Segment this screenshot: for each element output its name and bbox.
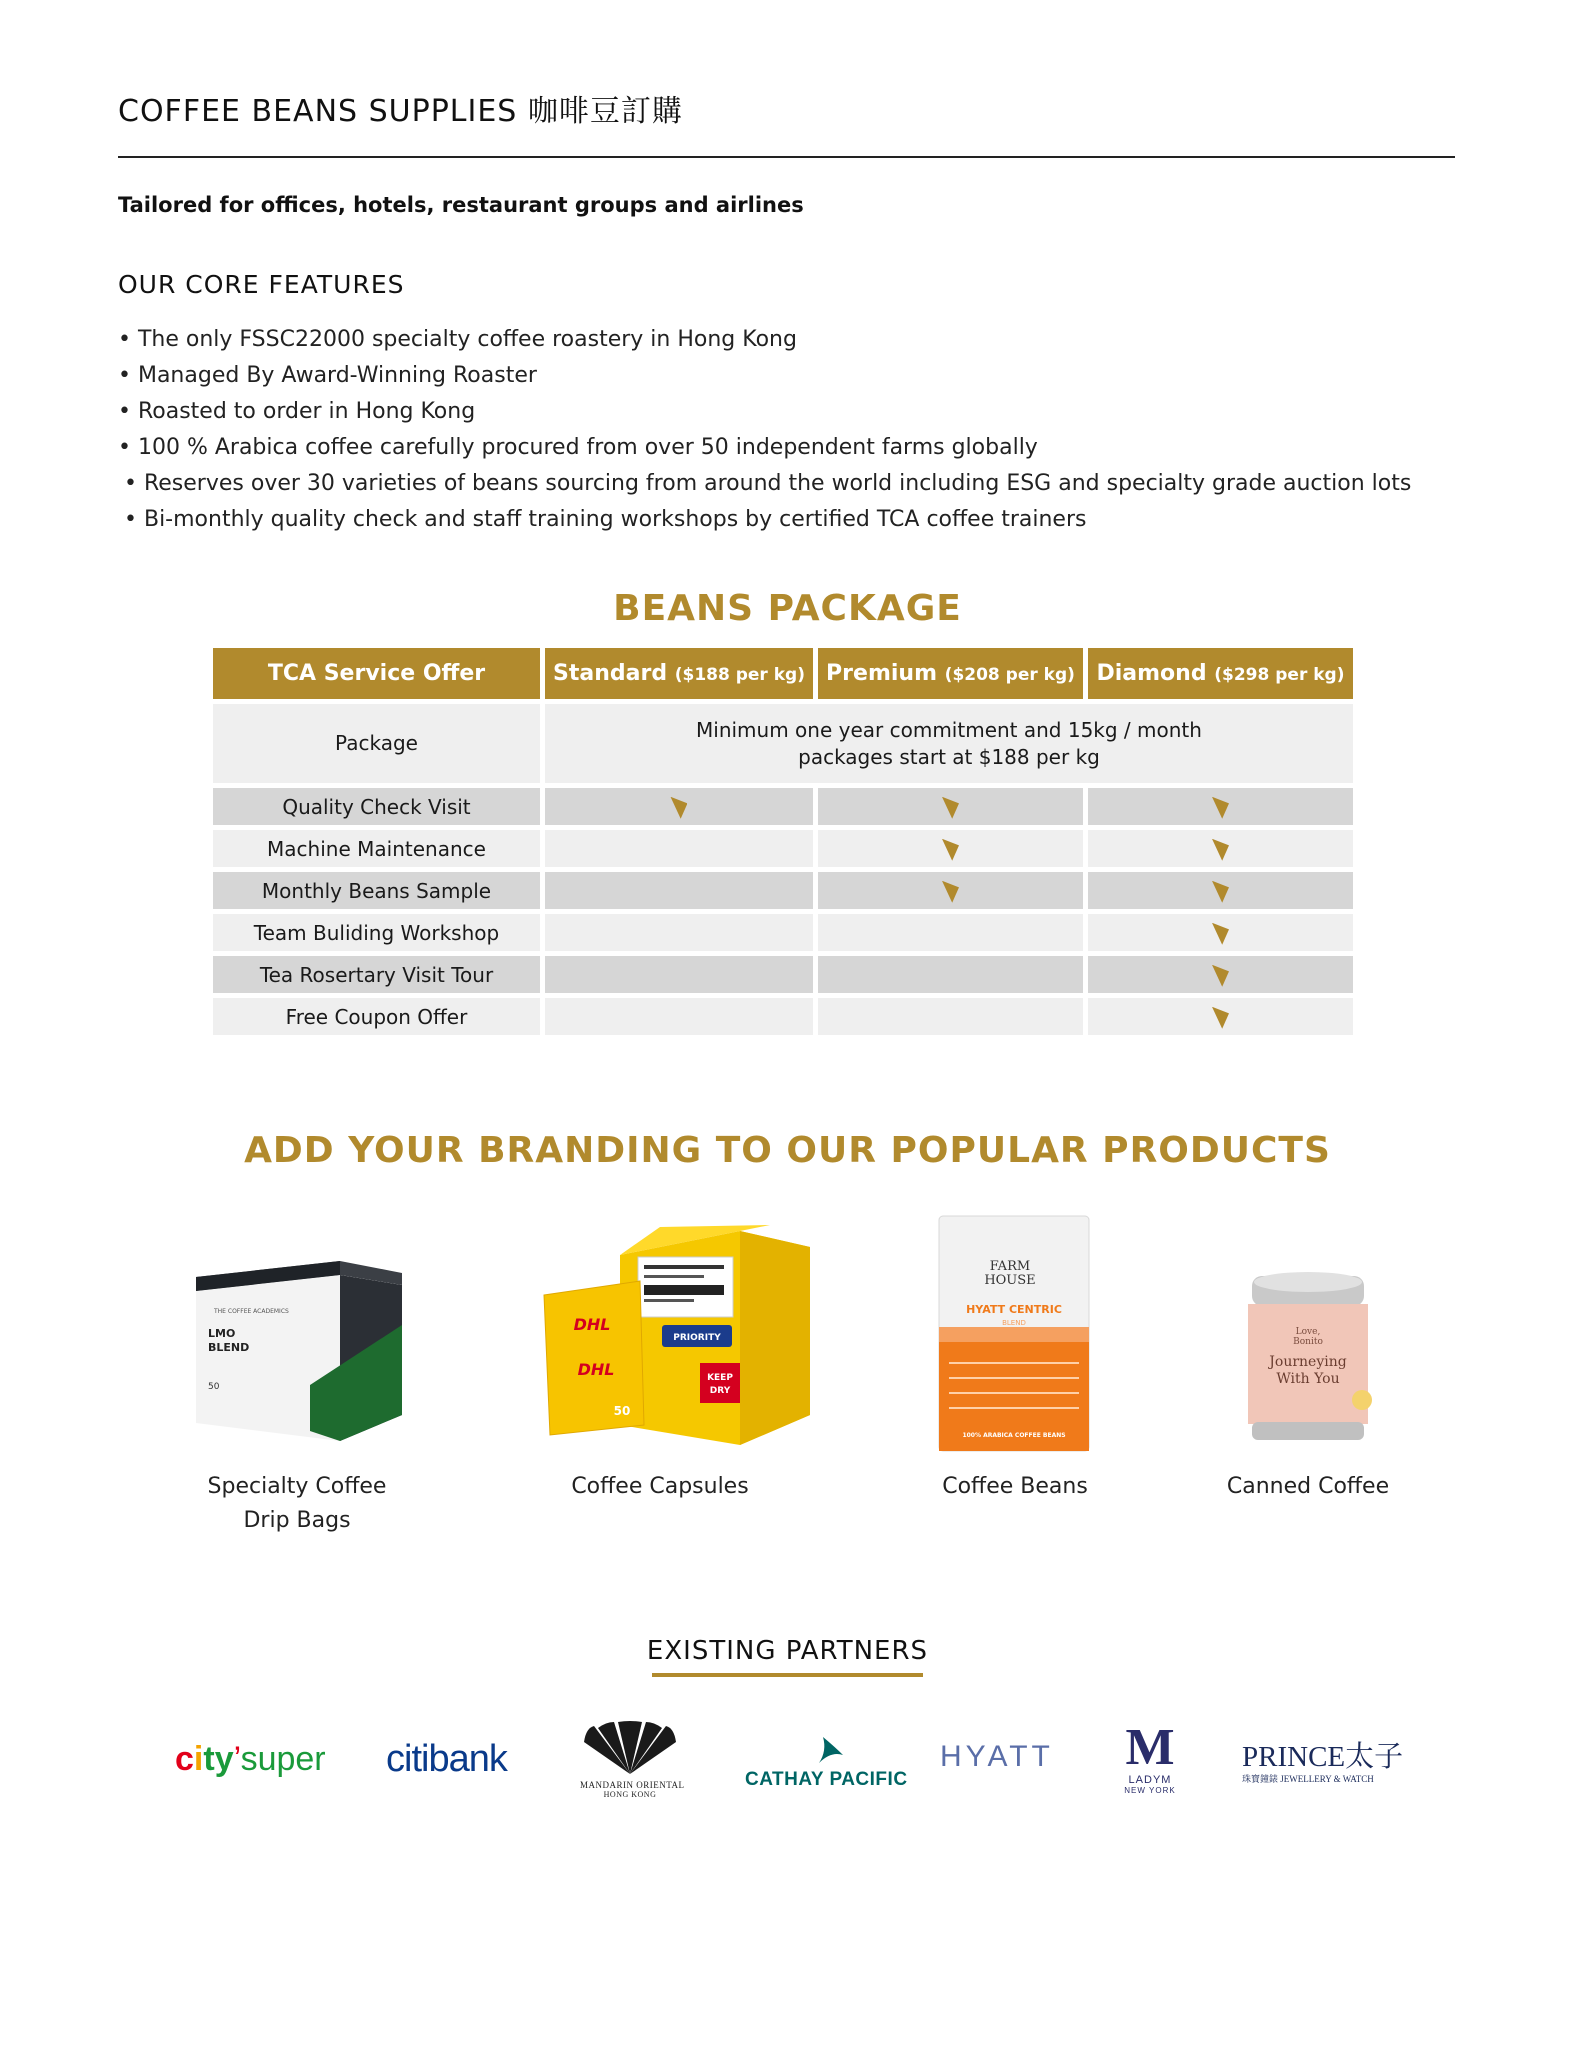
fan-icon	[580, 1720, 680, 1776]
prince-logo-text: 珠寶鐘錶 JEWELLERY & WATCH	[1242, 1774, 1374, 1784]
feature-cell-premium	[818, 872, 1083, 909]
capsule-keep-dry: DRY	[709, 1386, 731, 1396]
check-icon	[942, 839, 959, 861]
can-name: Journeying	[1269, 1354, 1347, 1370]
check-icon	[942, 797, 959, 819]
bag-brand: HOUSE	[984, 1273, 1036, 1288]
citysuper-logo: city’super	[175, 1740, 326, 1778]
package-table	[208, 643, 1358, 1040]
citysuper-logo-text: super	[240, 1740, 326, 1778]
tier-name: Standard	[553, 661, 668, 686]
check-icon	[1212, 881, 1229, 903]
capsule-brand: DHL	[577, 1360, 615, 1379]
page-subtitle: Tailored for offices, hotels, restaurant groups and airlines	[118, 193, 804, 217]
mandarin-logo-text: HONG KONG	[603, 1790, 657, 1799]
drip-bags-image	[190, 1255, 415, 1445]
feature-cell-diamond	[1088, 914, 1353, 951]
partners-divider	[652, 1673, 923, 1677]
package-row	[213, 704, 1353, 783]
header-standard	[545, 648, 813, 699]
partners-title: EXISTING PARTNERS	[646, 1636, 929, 1666]
ladym-logo	[1108, 1719, 1192, 1795]
feature-row	[213, 998, 1353, 1035]
feature-cell-standard	[545, 998, 813, 1035]
drip-box-name: LMO	[208, 1327, 236, 1340]
bag-footer: 100% ARABICA COFFEE BEANS	[962, 1432, 1066, 1439]
check-icon	[1212, 965, 1229, 987]
tier-name: Diamond	[1096, 661, 1207, 686]
branding-title: ADD YOUR BRANDING TO OUR POPULAR PRODUCTS	[244, 1130, 1331, 1171]
product-label-capsules: Coffee Capsules	[571, 1474, 749, 1499]
tier-name: Premium	[826, 661, 937, 686]
feature-item: • 100 % Arabica coffee carefully procured from over 50 independent farms globally	[118, 435, 1038, 460]
citysuper-logo-text: c	[175, 1740, 194, 1778]
feature-cell-diamond	[1088, 998, 1353, 1035]
drip-box-name: BLEND	[208, 1341, 250, 1354]
feature-cell-premium	[818, 914, 1083, 951]
drip-box-brand: THE COFFEE ACADEMICS	[214, 1308, 289, 1315]
prince-logo	[1242, 1742, 1403, 1785]
citysuper-logo-text: i	[193, 1740, 204, 1778]
coffee-capsules-image	[540, 1225, 820, 1450]
feature-row	[213, 914, 1353, 951]
feature-row-label: Tea Rosertary Visit Tour	[213, 956, 540, 993]
product-label-drip-bags	[197, 1470, 397, 1538]
feature-cell-standard	[545, 788, 813, 825]
feature-row	[213, 872, 1353, 909]
cathay-pacific-logo	[745, 1735, 908, 1791]
package-table-header	[213, 648, 1353, 699]
feature-row-label: Quality Check Visit	[213, 788, 540, 825]
features-list	[118, 322, 1411, 538]
hyatt-logo: HYATT	[940, 1740, 1054, 1773]
capsule-count: 50	[613, 1404, 631, 1418]
prince-logo-text: PRINCE	[1242, 1741, 1346, 1773]
feature-row-label: Team Buliding Workshop	[213, 914, 540, 951]
capsule-priority: PRIORITY	[673, 1333, 721, 1343]
feature-cell-standard	[545, 872, 813, 909]
check-icon	[1212, 839, 1229, 861]
check-icon	[1212, 923, 1229, 945]
bag-blend: HYATT CENTRIC	[966, 1303, 1062, 1316]
feature-cell-standard	[545, 956, 813, 993]
feature-row	[213, 956, 1353, 993]
feature-row-label: Free Coupon Offer	[213, 998, 540, 1035]
coffee-beans-image	[935, 1212, 1095, 1457]
feature-item: • The only FSSC22000 specialty coffee roastery in Hong Kong	[118, 327, 797, 352]
can-brand: Love,	[1295, 1327, 1321, 1337]
check-icon	[1212, 1007, 1229, 1029]
check-icon	[942, 881, 959, 903]
feature-row-label: Monthly Beans Sample	[213, 872, 540, 909]
feature-cell-premium	[818, 998, 1083, 1035]
header-offer: TCA Service Offer	[213, 648, 540, 699]
ladym-logo-text: NEW YORK	[1124, 1786, 1176, 1795]
package-description-line: Minimum one year commitment and 15kg / month	[696, 717, 1202, 742]
ladym-logo-text: LADYM	[1128, 1774, 1172, 1786]
feature-cell-diamond	[1088, 872, 1353, 909]
feature-cell-standard	[545, 830, 813, 867]
beans-package-title: BEANS PACKAGE	[613, 588, 962, 629]
product-label-beans: Coffee Beans	[942, 1474, 1088, 1499]
feature-item: • Roasted to order in Hong Kong	[118, 399, 476, 424]
title-divider	[118, 156, 1455, 158]
cathay-logo-text: CATHAY PACIFIC	[745, 1769, 908, 1790]
feature-cell-premium	[818, 830, 1083, 867]
citysuper-logo-text: ty	[203, 1740, 234, 1778]
brushwing-icon	[805, 1735, 845, 1767]
capsule-brand: DHL	[573, 1315, 611, 1334]
capsule-keep-dry: KEEP	[707, 1373, 733, 1383]
tier-price: ($208 per kg)	[944, 665, 1075, 685]
drip-box-count: 50	[208, 1382, 220, 1392]
citibank-logo: citibank	[386, 1738, 507, 1780]
product-label-line: Specialty Coffee	[207, 1474, 387, 1499]
bag-brand: FARM	[989, 1259, 1031, 1274]
product-label-canned: Canned Coffee	[1226, 1474, 1390, 1499]
package-description	[545, 704, 1353, 783]
bag-blend-sub: BLEND	[1002, 1319, 1026, 1327]
tier-price: ($298 per kg)	[1214, 665, 1345, 685]
feature-item: • Reserves over 30 varieties of beans sourcing from around the world including ESG and specialty grade auction lots	[124, 471, 1412, 496]
mandarin-logo-text: MANDARIN ORIENTAL	[580, 1780, 685, 1790]
feature-row-label: Machine Maintenance	[213, 830, 540, 867]
features-heading: OUR CORE FEATURES	[118, 270, 405, 299]
feature-row	[213, 830, 1353, 867]
feature-cell-standard	[545, 914, 813, 951]
page-title: COFFEE BEANS SUPPLIES 咖啡豆訂購	[118, 94, 683, 129]
check-icon	[670, 797, 687, 819]
ladym-mark: M	[1125, 1719, 1175, 1776]
can-name: With You	[1276, 1371, 1340, 1387]
package-label: Package	[213, 704, 540, 783]
feature-row	[213, 788, 1353, 825]
feature-cell-premium	[818, 956, 1083, 993]
feature-item: • Bi-monthly quality check and staff training workshops by certified TCA coffee trainers	[124, 507, 1087, 532]
can-brand: Bonito	[1293, 1337, 1323, 1347]
tier-price: ($188 per kg)	[674, 665, 805, 685]
feature-cell-diamond	[1088, 830, 1353, 867]
mandarin-oriental-logo	[580, 1720, 685, 1799]
feature-item: • Managed By Award-Winning Roaster	[118, 363, 537, 388]
product-label-line: Drip Bags	[243, 1508, 351, 1533]
feature-cell-diamond	[1088, 788, 1353, 825]
package-description-line: packages start at $188 per kg	[798, 744, 1100, 769]
feature-cell-premium	[818, 788, 1083, 825]
header-diamond	[1088, 648, 1353, 699]
header-premium	[818, 648, 1083, 699]
canned-coffee-image	[1240, 1270, 1375, 1450]
feature-cell-diamond	[1088, 956, 1353, 993]
check-icon	[1212, 797, 1229, 819]
prince-logo-text: 太子	[1345, 1741, 1404, 1773]
